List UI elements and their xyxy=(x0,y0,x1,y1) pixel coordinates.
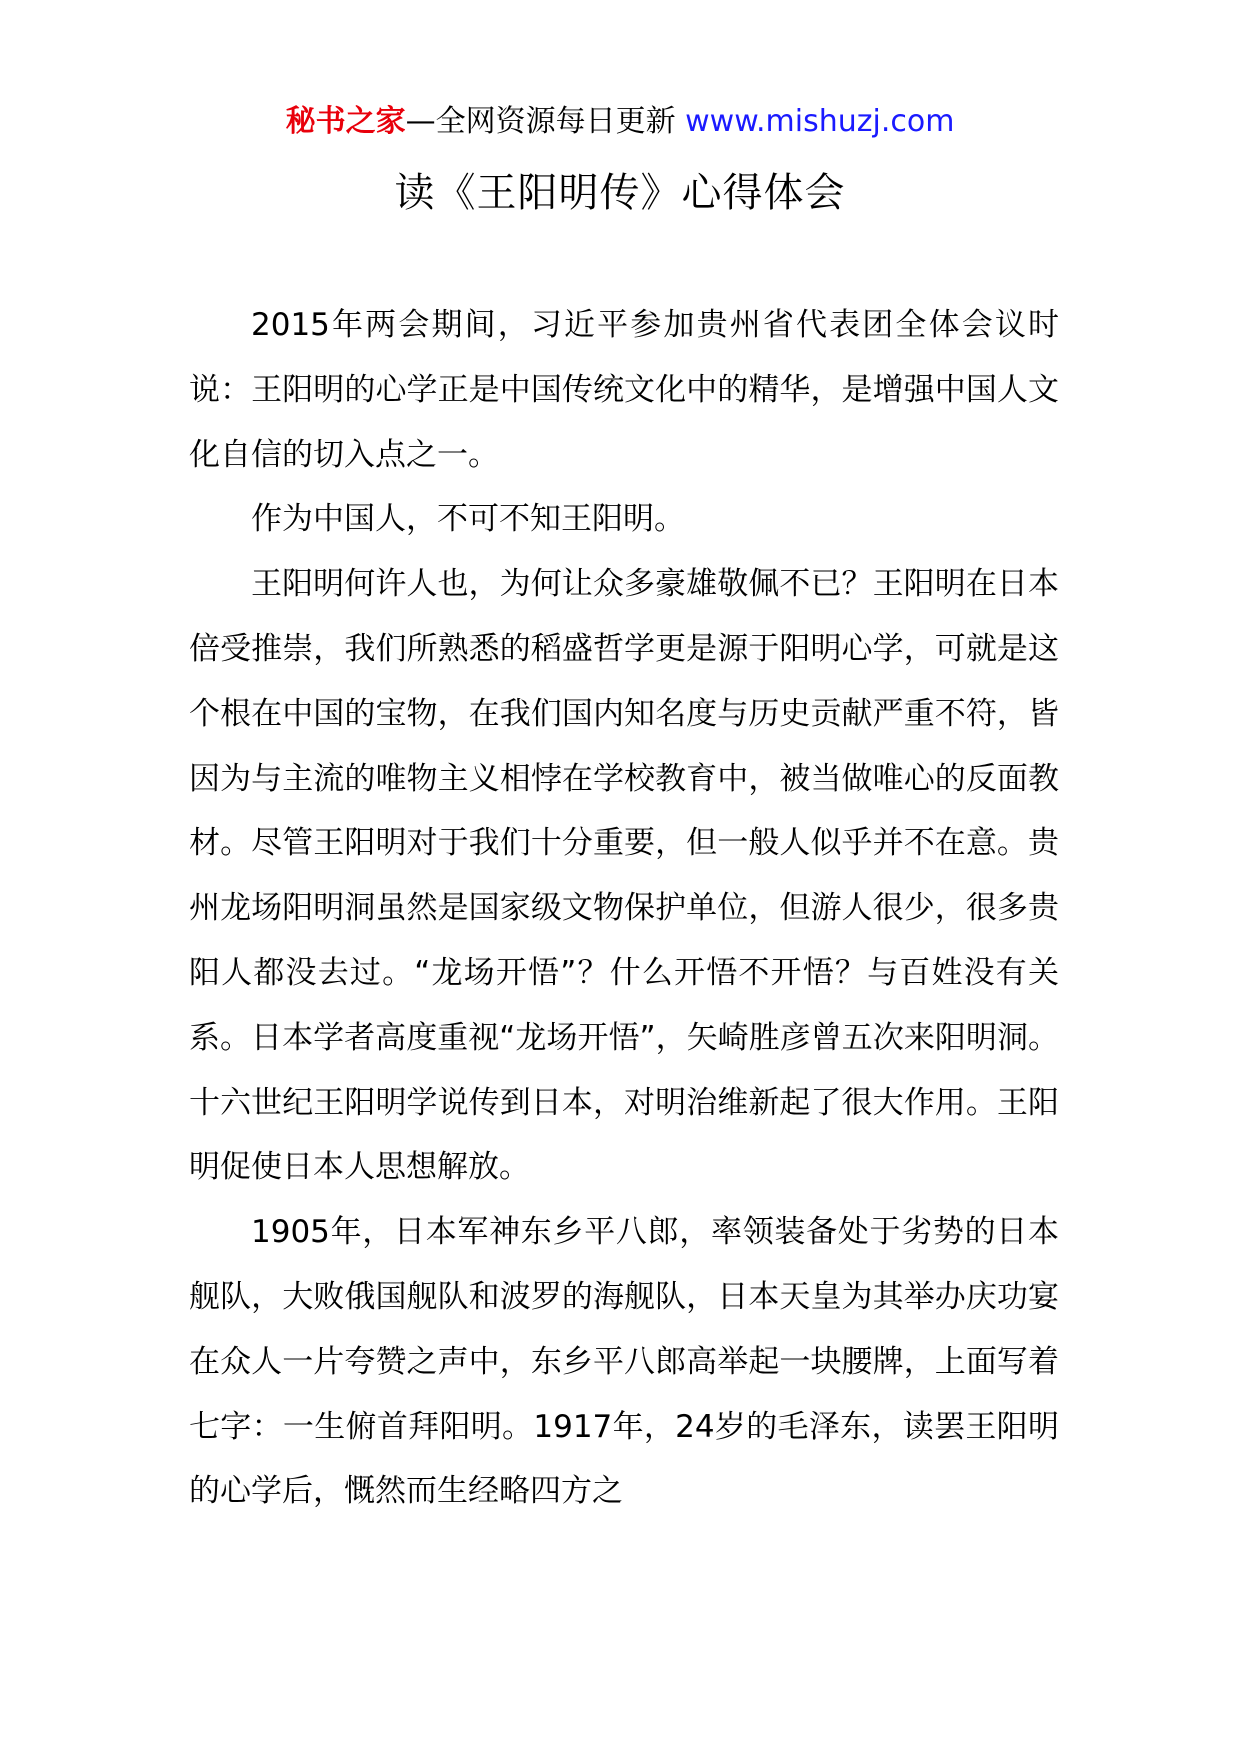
document-body xyxy=(189,293,1059,1524)
paragraph-4: 1905年，日本军神东乡平八郎，率领装备处于劣势的日本舰队，大败俄国舰队和波罗的海舰队，日本天皇为其举办庆功宴在众人一片夸赞之声中，东乡平八郎高举起一块腰牌，上面写着七字：一生俯首拜阳明。1917年，24岁的毛泽东，读罢王阳明的心学后，慨然而生经略四方之 xyxy=(189,1214,1059,1510)
site-url-link[interactable]: www.mishuzj.com xyxy=(685,104,955,139)
brand-name: 秘书之家 xyxy=(285,104,406,139)
site-header xyxy=(0,100,1240,144)
paragraph-3: 王阳明何许人也，为何让众多豪雄敬佩不已？王阳明在日本倍受推崇，我们所熟悉的稻盛哲学更是源于阳明心学，可就是这个根在中国的宝物，在我们国内知名度与历史贡献严重不符，皆因为与主流的唯物主义相悖在学校教育中，被当做唯心的反面教材。尽管王阳明对于我们十分重要，但一般人似乎并不在意。贵州龙场阳明洞虽然是国家级文物保护单位，但游人很少，很多贵阳人都没去过。“龙场开悟”？什么开悟不开悟？与百姓没有关系。日本学者高度重视“龙场开悟”，矢崎胜彦曾五次来阳明洞。十六世纪王阳明学说传到日本，对明治维新起了很大作用。王阳明促使日本人思想解放。 xyxy=(189,566,1059,1186)
paragraph-2: 作为中国人，不可不知王阳明。 xyxy=(251,501,685,538)
document-title: 读《王阳明传》心得体会 xyxy=(394,170,846,216)
paragraph-1: 2015年两会期间，习近平参加贵州省代表团全体会议时说：王阳明的心学正是中国传统文化中的精华，是增强中国人文化自信的切入点之一。 xyxy=(189,307,1059,473)
header-slogan: —全网资源每日更新 xyxy=(405,104,686,139)
